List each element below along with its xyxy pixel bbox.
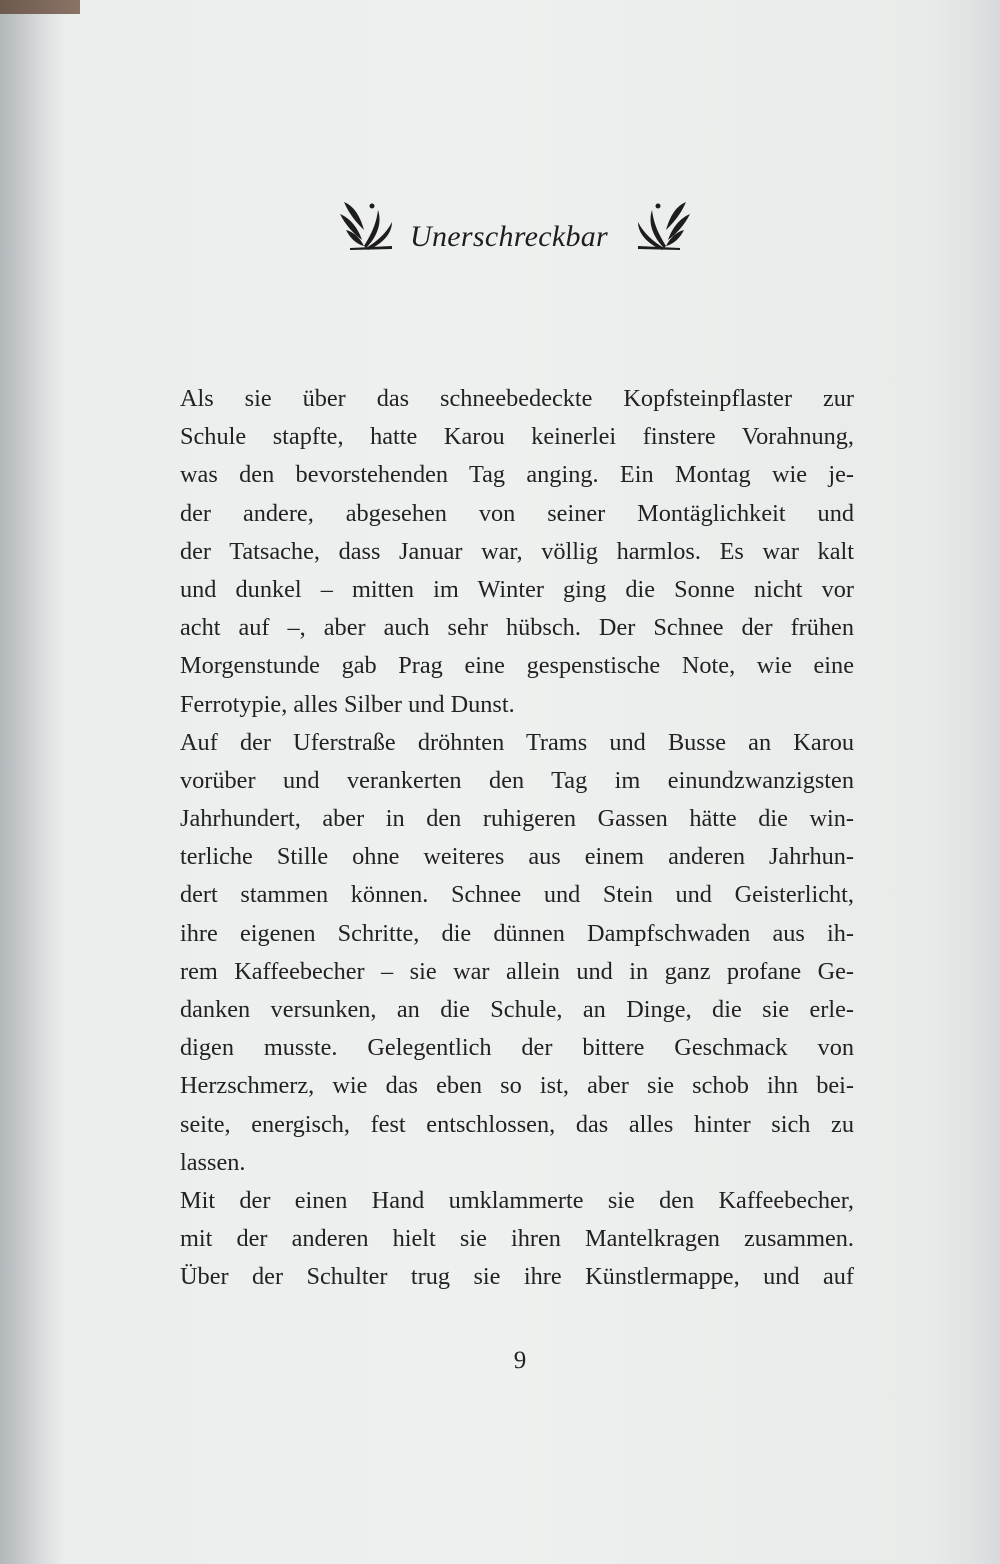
text-line: der andere, abgesehen von seiner Montäglichkeit und (180, 499, 854, 527)
chapter-title: Unerschreckbar (410, 220, 609, 253)
text-line: Jahrhundert, aber in den ruhigeren Gassen hätte die win- (180, 805, 854, 833)
leaf-ornament-icon (634, 196, 694, 252)
text-line: Schule stapfte, hatte Karou keinerlei finstere Vorahnung, (180, 423, 854, 451)
spine-shadow (0, 0, 64, 1564)
page-number: 9 (513, 1347, 527, 1374)
text-line: lassen. (180, 1148, 246, 1176)
text-line: terliche Stille ohne weiteres aus einem anderen Jahrhun- (180, 843, 854, 871)
leaf-ornament-icon (336, 196, 396, 252)
text-line: seite, energisch, fest entschlossen, das alles hinter sich zu (180, 1110, 854, 1138)
text-line: dert stammen können. Schnee und Stein und Geisterlicht, (180, 881, 854, 909)
cover-edge (0, 0, 80, 14)
body-text (180, 380, 854, 1297)
text-line: Ferrotypie, alles Silber und Dunst. (180, 690, 515, 718)
text-line: und dunkel – mitten im Winter ging die Sonne nicht vor (180, 575, 854, 603)
chapter-header (330, 190, 700, 260)
text-line: vorüber und verankerten den Tag im einundzwanzigsten (180, 766, 854, 794)
text-line: Als sie über das schneebedeckte Kopfsteinpflaster zur (180, 385, 854, 412)
text-line: ihre eigenen Schritte, die dünnen Dampfschwaden aus ih- (180, 919, 854, 947)
text-line: mit der anderen hielt sie ihren Mantelkragen zusammen. (180, 1225, 854, 1253)
text-line: Mit der einen Hand umklammerte sie den Kaffeebecher, (180, 1186, 854, 1214)
text-line: Herzschmerz, wie das eben so ist, aber sie schob ihn bei- (180, 1072, 854, 1100)
text-line: acht auf –, aber auch sehr hübsch. Der Schnee der frühen (180, 614, 854, 642)
text-line: Über der Schulter trug sie ihre Künstlermappe, und auf (180, 1263, 854, 1291)
text-line: der Tatsache, dass Januar war, völlig harmlos. Es war kalt (180, 537, 854, 565)
text-line: rem Kaffeebecher – sie war allein und in ganz profane Ge- (180, 957, 854, 985)
text-line: was den bevorstehenden Tag anging. Ein Montag wie je- (180, 461, 854, 489)
text-line: digen musste. Gelegentlich der bittere Geschmack von (180, 1034, 854, 1062)
text-line: Auf der Uferstraße dröhnten Trams und Busse an Karou (180, 728, 854, 756)
text-line: Morgenstunde gab Prag eine gespenstische Note, wie eine (180, 652, 854, 680)
text-line: danken versunken, an die Schule, an Dinge, die sie erle- (180, 996, 854, 1023)
